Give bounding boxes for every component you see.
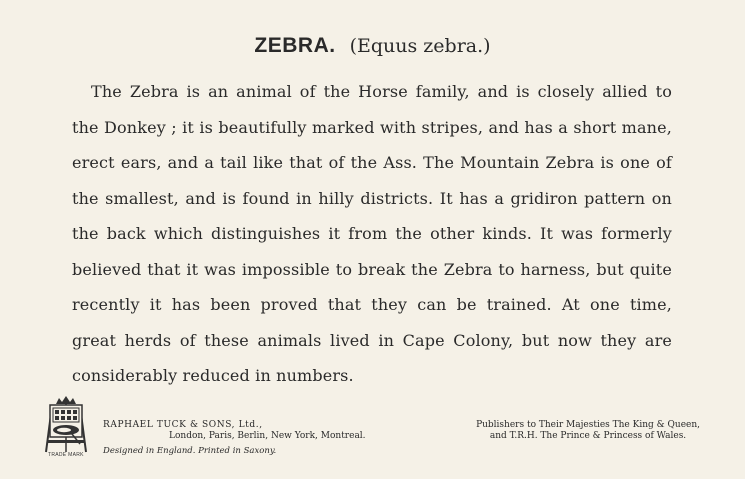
royal-warrant-line: Publishers to Their Majesties The King & Queen, bbox=[476, 420, 700, 430]
trade-mark-label: TRADE MARK bbox=[48, 452, 84, 458]
text-line: The Zebra is an animal of the Horse family, and is closely allied to bbox=[91, 82, 672, 101]
text-line: the Donkey ; it is beautifully marked with stripes, and has a short mane, bbox=[72, 117, 672, 137]
text-line: the smallest, and is found in hilly districts. It has a gridiron pattern on bbox=[72, 188, 672, 208]
title-common-name: ZEBRA. bbox=[254, 34, 336, 57]
text-line: recently it has been proved that they can be trained. At one time, bbox=[72, 295, 672, 314]
text-line: believed that it was impossible to break the Zebra to harness, but quite bbox=[72, 259, 672, 279]
publisher-name: RAPHAEL TUCK & SONS, Ltd., bbox=[103, 420, 263, 430]
description-paragraph bbox=[72, 74, 672, 394]
royal-warrant-line: and T.R.H. The Prince & Princess of Wales. bbox=[489, 431, 687, 441]
print-note: Designed in England. Printed in Saxony. bbox=[103, 446, 277, 456]
page-title bbox=[0, 32, 745, 59]
text-line: great herds of these animals lived in Cape Colony, but now they are bbox=[72, 330, 672, 350]
publisher-block bbox=[103, 420, 366, 457]
publisher-cities: London, Paris, Berlin, New York, Montreal. bbox=[169, 431, 366, 441]
royal-warrant bbox=[476, 420, 700, 442]
text-line: erect ears, and a tail like that of the Ass. The Mountain Zebra is one of bbox=[72, 153, 672, 172]
text-line: considerably reduced in numbers. bbox=[72, 366, 354, 385]
title-scientific-name: (Equus zebra.) bbox=[349, 35, 491, 57]
text-line: the back which distinguishes it from the other kinds. It was formerly bbox=[72, 224, 672, 243]
